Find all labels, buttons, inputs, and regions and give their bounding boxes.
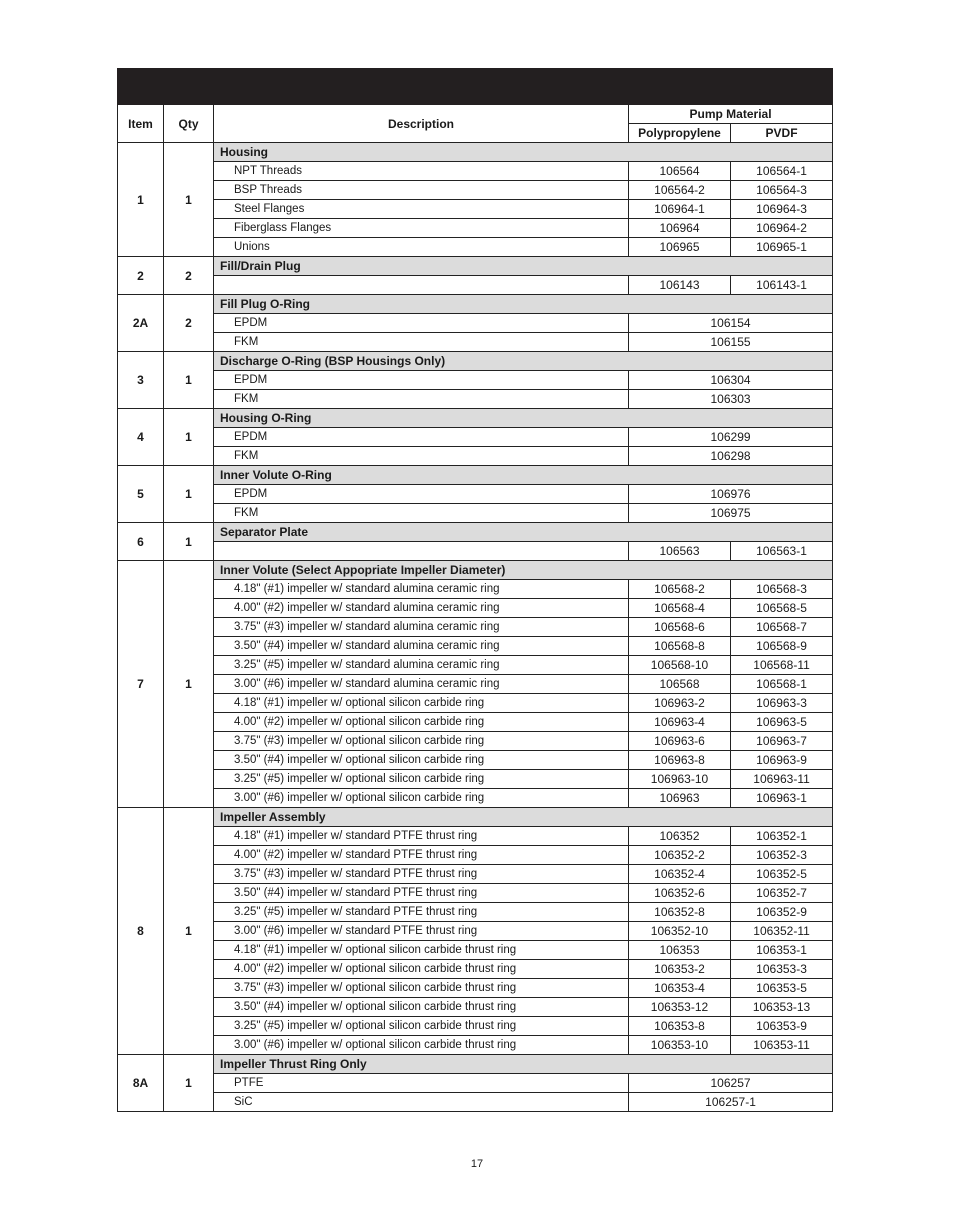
part-number-pvdf: 106568-7: [731, 618, 833, 637]
part-description: Unions: [214, 238, 629, 257]
part-row: [118, 637, 833, 656]
part-description: EPDM: [214, 428, 629, 447]
item-number: 2: [118, 257, 164, 295]
part-description: FKM: [214, 447, 629, 466]
part-number-shared: 106298: [629, 447, 833, 466]
part-row: [118, 1093, 833, 1112]
group-row: [118, 561, 833, 580]
part-number-pvdf: 106568-1: [731, 675, 833, 694]
part-number-pvdf: 106353-9: [731, 1017, 833, 1036]
part-description: FKM: [214, 390, 629, 409]
part-description: 4.18" (#1) impeller w/ standard alumina ceramic ring: [214, 580, 629, 599]
part-description: EPDM: [214, 371, 629, 390]
group-row: [118, 808, 833, 827]
part-description: 3.25" (#5) impeller w/ standard PTFE thrust ring: [214, 903, 629, 922]
part-description: 4.18" (#1) impeller w/ optional silicon carbide thrust ring: [214, 941, 629, 960]
group-row: [118, 143, 833, 162]
part-row: [118, 770, 833, 789]
part-number-shared: 106975: [629, 504, 833, 523]
part-number-pvdf: 106352-7: [731, 884, 833, 903]
item-number: 8A: [118, 1055, 164, 1112]
part-number-polypropylene: 106564: [629, 162, 731, 181]
part-row: [118, 162, 833, 181]
part-description: 4.18" (#1) impeller w/ standard PTFE thrust ring: [214, 827, 629, 846]
part-number-pvdf: 106353-5: [731, 979, 833, 998]
part-description: [214, 276, 629, 295]
part-row: [118, 428, 833, 447]
part-description: BSP Threads: [214, 181, 629, 200]
part-row: [118, 333, 833, 352]
header-qty: Qty: [164, 105, 214, 143]
part-description: SiC: [214, 1093, 629, 1112]
part-number-polypropylene: 106353-4: [629, 979, 731, 998]
part-row: [118, 542, 833, 561]
part-number-polypropylene: 106963-2: [629, 694, 731, 713]
part-description: 3.00" (#6) impeller w/ standard PTFE thrust ring: [214, 922, 629, 941]
part-row: [118, 200, 833, 219]
part-number-pvdf: 106352-3: [731, 846, 833, 865]
group-title: Housing: [214, 143, 833, 162]
item-quantity: 2: [164, 257, 214, 295]
item-number: 4: [118, 409, 164, 466]
part-number-pvdf: 106963-11: [731, 770, 833, 789]
part-row: [118, 789, 833, 808]
item-number: 1: [118, 143, 164, 257]
part-number-pvdf: 106963-9: [731, 751, 833, 770]
item-quantity: 2: [164, 295, 214, 352]
item-number: 8: [118, 808, 164, 1055]
part-row: [118, 998, 833, 1017]
part-description: 4.00" (#2) impeller w/ standard alumina ceramic ring: [214, 599, 629, 618]
header-pump-material: Pump Material: [629, 105, 833, 124]
group-title: Discharge O-Ring (BSP Housings Only): [214, 352, 833, 371]
part-number-pvdf: 106964-3: [731, 200, 833, 219]
part-number-pvdf: 106963-1: [731, 789, 833, 808]
part-row: [118, 941, 833, 960]
part-description: EPDM: [214, 485, 629, 504]
part-row: [118, 238, 833, 257]
item-number: 2A: [118, 295, 164, 352]
group-row: [118, 1055, 833, 1074]
part-description: 3.25" (#5) impeller w/ standard alumina ceramic ring: [214, 656, 629, 675]
part-row: [118, 580, 833, 599]
part-row: [118, 827, 833, 846]
part-number-polypropylene: 106963-4: [629, 713, 731, 732]
header-row: [118, 105, 833, 124]
part-number-polypropylene: 106353-12: [629, 998, 731, 1017]
part-description: PTFE: [214, 1074, 629, 1093]
part-number-pvdf: 106568-11: [731, 656, 833, 675]
item-number: 6: [118, 523, 164, 561]
part-description: 3.25" (#5) impeller w/ optional silicon carbide thrust ring: [214, 1017, 629, 1036]
item-quantity: 1: [164, 409, 214, 466]
part-description: 3.50" (#4) impeller w/ standard alumina ceramic ring: [214, 637, 629, 656]
part-number-polypropylene: 106963-6: [629, 732, 731, 751]
part-row: [118, 390, 833, 409]
part-description: Fiberglass Flanges: [214, 219, 629, 238]
part-number-shared: 106303: [629, 390, 833, 409]
header-pvdf: PVDF: [731, 124, 833, 143]
part-number-pvdf: 106963-3: [731, 694, 833, 713]
part-number-polypropylene: 106568-6: [629, 618, 731, 637]
part-number-polypropylene: 106143: [629, 276, 731, 295]
part-description: 3.00" (#6) impeller w/ optional silicon carbide ring: [214, 789, 629, 808]
part-description: 3.75" (#3) impeller w/ standard PTFE thrust ring: [214, 865, 629, 884]
part-row: [118, 371, 833, 390]
part-description: FKM: [214, 504, 629, 523]
group-row: [118, 466, 833, 485]
part-row: [118, 694, 833, 713]
group-title: Inner Volute O-Ring: [214, 466, 833, 485]
part-number-shared: 106304: [629, 371, 833, 390]
part-number-pvdf: 106352-5: [731, 865, 833, 884]
part-number-polypropylene: 106352: [629, 827, 731, 846]
part-row: [118, 504, 833, 523]
part-description: 3.75" (#3) impeller w/ optional silicon carbide ring: [214, 732, 629, 751]
part-row: [118, 751, 833, 770]
part-number-pvdf: 106352-1: [731, 827, 833, 846]
part-row: [118, 903, 833, 922]
part-number-polypropylene: 106964-1: [629, 200, 731, 219]
item-quantity: 1: [164, 561, 214, 808]
part-number-shared: 106257: [629, 1074, 833, 1093]
part-number-polypropylene: 106965: [629, 238, 731, 257]
part-row: [118, 314, 833, 333]
part-row: [118, 846, 833, 865]
group-title: Fill Plug O-Ring: [214, 295, 833, 314]
part-number-polypropylene: 106352-6: [629, 884, 731, 903]
part-row: [118, 675, 833, 694]
part-number-polypropylene: 106353-8: [629, 1017, 731, 1036]
part-number-polypropylene: 106568-2: [629, 580, 731, 599]
group-title: Fill/Drain Plug: [214, 257, 833, 276]
part-row: [118, 865, 833, 884]
part-number-pvdf: 106352-9: [731, 903, 833, 922]
item-quantity: 1: [164, 523, 214, 561]
part-number-pvdf: 106568-5: [731, 599, 833, 618]
header-item: Item: [118, 105, 164, 143]
part-number-polypropylene: 106963-8: [629, 751, 731, 770]
item-number: 7: [118, 561, 164, 808]
part-row: [118, 447, 833, 466]
part-number-polypropylene: 106563: [629, 542, 731, 561]
part-number-polypropylene: 106352-4: [629, 865, 731, 884]
part-description: 4.00" (#2) impeller w/ standard PTFE thrust ring: [214, 846, 629, 865]
group-title: Impeller Assembly: [214, 808, 833, 827]
part-number-polypropylene: 106564-2: [629, 181, 731, 200]
part-number-polypropylene: 106568-8: [629, 637, 731, 656]
part-number-shared: 106976: [629, 485, 833, 504]
group-title: Impeller Thrust Ring Only: [214, 1055, 833, 1074]
parts-table: [117, 68, 833, 1112]
part-number-polypropylene: 106963-10: [629, 770, 731, 789]
item-quantity: 1: [164, 466, 214, 523]
part-number-polypropylene: 106352-8: [629, 903, 731, 922]
part-number-polypropylene: 106964: [629, 219, 731, 238]
group-title: Separator Plate: [214, 523, 833, 542]
part-row: [118, 922, 833, 941]
part-row: [118, 656, 833, 675]
title-bar: [118, 69, 833, 105]
part-row: [118, 884, 833, 903]
part-row: [118, 979, 833, 998]
part-number-pvdf: 106568-3: [731, 580, 833, 599]
group-row: [118, 257, 833, 276]
group-row: [118, 409, 833, 428]
part-row: [118, 1017, 833, 1036]
part-number-pvdf: 106353-11: [731, 1036, 833, 1055]
part-number-pvdf: 106352-11: [731, 922, 833, 941]
part-row: [118, 713, 833, 732]
part-number-polypropylene: 106568-10: [629, 656, 731, 675]
part-number-pvdf: 106963-7: [731, 732, 833, 751]
part-row: [118, 1074, 833, 1093]
part-description: 4.18" (#1) impeller w/ optional silicon carbide ring: [214, 694, 629, 713]
part-number-polypropylene: 106352-10: [629, 922, 731, 941]
part-number-pvdf: 106563-1: [731, 542, 833, 561]
part-number-pvdf: 106568-9: [731, 637, 833, 656]
part-description: 4.00" (#2) impeller w/ optional silicon carbide ring: [214, 713, 629, 732]
part-description: 3.25" (#5) impeller w/ optional silicon carbide ring: [214, 770, 629, 789]
part-row: [118, 599, 833, 618]
part-description: 3.50" (#4) impeller w/ optional silicon carbide ring: [214, 751, 629, 770]
part-number-polypropylene: 106568: [629, 675, 731, 694]
part-description: FKM: [214, 333, 629, 352]
part-number-shared: 106154: [629, 314, 833, 333]
header-polypropylene: Polypropylene: [629, 124, 731, 143]
group-title: Inner Volute (Select Appopriate Impeller Diameter): [214, 561, 833, 580]
part-number-pvdf: 106353-3: [731, 960, 833, 979]
part-number-polypropylene: 106352-2: [629, 846, 731, 865]
part-number-polypropylene: 106963: [629, 789, 731, 808]
part-number-pvdf: 106564-3: [731, 181, 833, 200]
part-description: 4.00" (#2) impeller w/ optional silicon carbide thrust ring: [214, 960, 629, 979]
part-description: 3.00" (#6) impeller w/ optional silicon carbide thrust ring: [214, 1036, 629, 1055]
part-row: [118, 1036, 833, 1055]
part-number-polypropylene: 106568-4: [629, 599, 731, 618]
part-number-pvdf: 106353-1: [731, 941, 833, 960]
part-description: 3.75" (#3) impeller w/ standard alumina ceramic ring: [214, 618, 629, 637]
item-quantity: 1: [164, 808, 214, 1055]
part-row: [118, 732, 833, 751]
part-description: 3.75" (#3) impeller w/ optional silicon carbide thrust ring: [214, 979, 629, 998]
group-title: Housing O-Ring: [214, 409, 833, 428]
part-description: Steel Flanges: [214, 200, 629, 219]
item-quantity: 1: [164, 1055, 214, 1112]
part-number-pvdf: 106965-1: [731, 238, 833, 257]
item-number: 5: [118, 466, 164, 523]
part-row: [118, 219, 833, 238]
part-description: 3.50" (#4) impeller w/ standard PTFE thrust ring: [214, 884, 629, 903]
item-quantity: 1: [164, 352, 214, 409]
part-row: [118, 276, 833, 295]
part-row: [118, 181, 833, 200]
part-number-pvdf: 106143-1: [731, 276, 833, 295]
part-number-pvdf: 106963-5: [731, 713, 833, 732]
part-number-polypropylene: 106353: [629, 941, 731, 960]
part-description: NPT Threads: [214, 162, 629, 181]
part-number-shared: 106257-1: [629, 1093, 833, 1112]
part-number-pvdf: 106564-1: [731, 162, 833, 181]
title-bar-row: [118, 69, 833, 105]
group-row: [118, 523, 833, 542]
part-description: [214, 542, 629, 561]
part-row: [118, 618, 833, 637]
part-number-shared: 106299: [629, 428, 833, 447]
part-number-pvdf: 106353-13: [731, 998, 833, 1017]
part-row: [118, 960, 833, 979]
part-number-pvdf: 106964-2: [731, 219, 833, 238]
part-row: [118, 485, 833, 504]
group-row: [118, 295, 833, 314]
group-row: [118, 352, 833, 371]
part-number-polypropylene: 106353-10: [629, 1036, 731, 1055]
part-number-shared: 106155: [629, 333, 833, 352]
part-number-polypropylene: 106353-2: [629, 960, 731, 979]
part-description: 3.50" (#4) impeller w/ optional silicon carbide thrust ring: [214, 998, 629, 1017]
header-description: Description: [214, 105, 629, 143]
item-number: 3: [118, 352, 164, 409]
part-description: 3.00" (#6) impeller w/ standard alumina ceramic ring: [214, 675, 629, 694]
part-description: EPDM: [214, 314, 629, 333]
page-number: 17: [470, 1158, 484, 1170]
item-quantity: 1: [164, 143, 214, 257]
